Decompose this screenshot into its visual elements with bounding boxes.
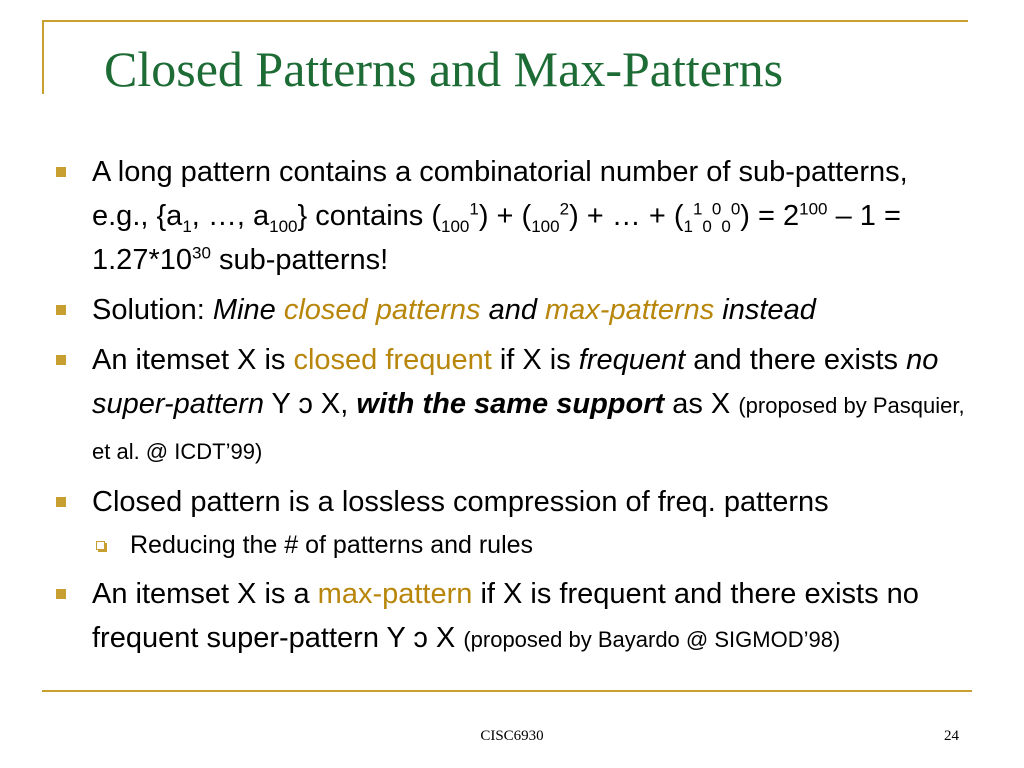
slide-body	[52, 150, 972, 668]
top-rule	[42, 20, 968, 22]
sub-bullet-reducing: Reducing the # of patterns and rules	[52, 526, 972, 564]
bullet-max-pattern: An itemset X is a max-pattern if X is frequent and there exists no frequent super-pattern Y ɔ X (proposed by Bayardo @ SIGMOD’98)	[52, 572, 972, 662]
bullet-solution: Solution: Mine closed patterns and max-patterns instead	[52, 288, 972, 332]
footer-course: CISC6930	[480, 728, 544, 744]
bullet-long-pattern: A long pattern contains a combinatorial number of sub-patterns, e.g., {$a_1$, …, $a_{100}$} contains $(_{100}^1) + (_{100}^2)$ + … + $(_1^1_0^0_0^0) = 2^{100} - 1 = 1.27*10^{30}$ sub-patterns!	[52, 150, 972, 282]
hollow-square-bullet-icon	[96, 541, 105, 550]
bottom-rule	[42, 690, 972, 692]
bullet-lossless-compression: Closed pattern is a lossless compression of freq. patterns	[52, 480, 972, 524]
square-bullet-icon	[56, 167, 66, 177]
bullet-closed-frequent: An itemset X is closed frequent if X is frequent and there exists no super-pattern Y ɔ X, with the same support as X (proposed by Pasquier, et al. @ ICDT’99)	[52, 338, 972, 474]
page-number: 24	[944, 728, 959, 744]
title-vertical-rule	[42, 20, 44, 94]
slide-title: Closed Patterns and Max-Patterns	[104, 41, 784, 97]
square-bullet-icon	[56, 497, 66, 507]
square-bullet-icon	[56, 305, 66, 315]
square-bullet-icon	[56, 589, 66, 599]
square-bullet-icon	[56, 355, 66, 365]
